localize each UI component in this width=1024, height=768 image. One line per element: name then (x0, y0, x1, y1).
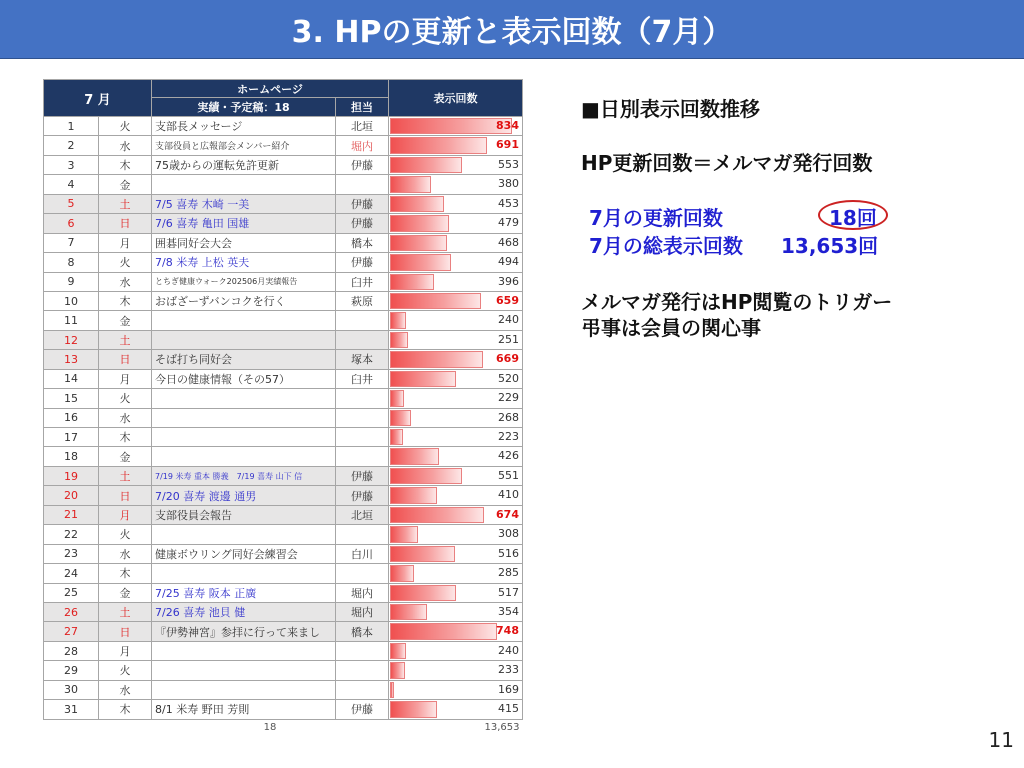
views-value: 415 (498, 702, 519, 716)
table-row (44, 253, 523, 272)
views-bar (390, 332, 408, 348)
views-header: 表示回数 (389, 80, 523, 117)
views-bar (390, 604, 427, 620)
views-cell (389, 583, 523, 602)
content-cell (152, 408, 336, 427)
note-trigger: メルマガ発行はHP閲覧のトリガー (581, 290, 893, 314)
weekday-cell: 土 (99, 602, 152, 621)
views-bar (390, 312, 406, 328)
person-cell: 伊藤 (336, 214, 389, 233)
weekday-cell: 水 (99, 544, 152, 563)
views-bar (390, 565, 414, 581)
content-cell: 支部役員会報告 (152, 505, 336, 524)
content-cell: とちぎ健康ウォーク202506月実績報告 (152, 272, 336, 291)
weekday-cell: 火 (99, 525, 152, 544)
weekday-cell: 水 (99, 136, 152, 155)
views-bar (390, 546, 455, 562)
day-cell: 19 (44, 466, 99, 485)
views-bar (390, 643, 406, 659)
content-cell (152, 330, 336, 349)
views-bar (390, 526, 418, 542)
table-row (44, 369, 523, 388)
views-bar (390, 254, 451, 270)
table-row (44, 583, 523, 602)
content-cell: 支部長メッセージ (152, 117, 336, 136)
views-value: 479 (498, 216, 519, 230)
views-bar (390, 351, 483, 367)
person-cell: 伊藤 (336, 486, 389, 505)
views-value: 516 (498, 546, 519, 560)
weekday-cell: 月 (99, 641, 152, 660)
views-value: 834 (496, 119, 519, 132)
views-cell (389, 700, 523, 719)
day-cell: 28 (44, 641, 99, 660)
views-cell (389, 564, 523, 583)
views-value: 308 (498, 527, 519, 541)
content-cell: 8/1 米寿 野田 芳則 (152, 700, 336, 719)
person-cell (336, 525, 389, 544)
views-bar (390, 487, 437, 503)
day-cell: 18 (44, 447, 99, 466)
update-count-label: 7月の更新回数 (589, 206, 723, 230)
views-bar (390, 215, 449, 231)
content-cell: 75歳からの運転免許更新 (152, 155, 336, 174)
table-row (44, 350, 523, 369)
person-cell: 塚本 (336, 350, 389, 369)
table-row (44, 641, 523, 660)
day-cell: 4 (44, 175, 99, 194)
day-cell: 21 (44, 505, 99, 524)
views-cell (389, 117, 523, 136)
weekday-cell: 土 (99, 194, 152, 213)
day-cell: 6 (44, 214, 99, 233)
weekday-cell: 木 (99, 291, 152, 310)
person-cell: 臼井 (336, 369, 389, 388)
views-value: 691 (496, 138, 519, 152)
person-cell: 臼井 (336, 272, 389, 291)
weekday-cell: 月 (99, 369, 152, 388)
views-cell (389, 428, 523, 447)
views-value: 520 (498, 371, 519, 385)
views-value: 553 (498, 157, 519, 171)
table-row (44, 525, 523, 544)
content-cell (152, 447, 336, 466)
views-value: 251 (498, 332, 519, 346)
content-cell (152, 564, 336, 583)
table-body (44, 117, 523, 720)
day-cell: 17 (44, 428, 99, 447)
views-cell (389, 466, 523, 485)
weekday-cell: 木 (99, 564, 152, 583)
content-cell: 7/5 喜寿 木崎 一美 (152, 194, 336, 213)
content-cell (152, 428, 336, 447)
hp-views-table (43, 79, 523, 735)
views-cell (389, 311, 523, 330)
content-cell (152, 525, 336, 544)
table-row (44, 330, 523, 349)
weekday-cell: 火 (99, 253, 152, 272)
weekday-cell: 金 (99, 583, 152, 602)
day-cell: 8 (44, 253, 99, 272)
weekday-cell: 日 (99, 622, 152, 641)
content-cell: 7/20 喜寿 渡邊 通男 (152, 486, 336, 505)
day-cell: 23 (44, 544, 99, 563)
person-cell: 橋本 (336, 622, 389, 641)
person-cell (336, 447, 389, 466)
views-bar (390, 410, 411, 426)
views-bar (390, 157, 462, 173)
views-cell (389, 214, 523, 233)
table-row (44, 505, 523, 524)
table-row (44, 622, 523, 641)
weekday-cell: 木 (99, 155, 152, 174)
day-cell: 29 (44, 661, 99, 680)
section-title: ■日別表示回数推移 (581, 97, 760, 121)
day-cell: 30 (44, 680, 99, 699)
person-cell (336, 680, 389, 699)
views-bar (390, 468, 462, 484)
person-cell (336, 564, 389, 583)
day-cell: 2 (44, 136, 99, 155)
views-bar (390, 623, 497, 639)
person-cell: 堀内 (336, 583, 389, 602)
table-row (44, 233, 523, 252)
person-cell: 白川 (336, 544, 389, 563)
views-bar (390, 235, 447, 251)
views-value: 674 (496, 507, 519, 521)
day-cell: 3 (44, 155, 99, 174)
table-row (44, 311, 523, 330)
views-value: 240 (498, 643, 519, 657)
views-value: 240 (498, 313, 519, 327)
content-cell: そば打ち同好会 (152, 350, 336, 369)
views-value: 669 (496, 352, 519, 366)
weekday-cell: 月 (99, 505, 152, 524)
day-cell: 20 (44, 486, 99, 505)
day-cell: 16 (44, 408, 99, 427)
person-cell: 北垣 (336, 505, 389, 524)
person-cell (336, 641, 389, 660)
content-cell: 囲碁同好会大会 (152, 233, 336, 252)
day-cell: 13 (44, 350, 99, 369)
table-row (44, 428, 523, 447)
table-row (44, 155, 523, 174)
views-cell (389, 291, 523, 310)
weekday-cell: 月 (99, 233, 152, 252)
day-cell: 22 (44, 525, 99, 544)
content-cell (152, 175, 336, 194)
views-bar (390, 274, 434, 290)
views-cell (389, 447, 523, 466)
views-value: 410 (498, 488, 519, 502)
content-cell: 7/8 米寿 上松 英夫 (152, 253, 336, 272)
views-cell (389, 175, 523, 194)
person-cell: 伊藤 (336, 194, 389, 213)
table-row (44, 680, 523, 699)
views-bar (390, 176, 431, 192)
views-bar (390, 137, 487, 153)
table-row (44, 194, 523, 213)
person-cell: 堀内 (336, 136, 389, 155)
views-value: 268 (498, 410, 519, 424)
weekday-cell: 日 (99, 214, 152, 233)
views-value: 285 (498, 566, 519, 580)
formula-text: HP更新回数＝メルマガ発行回数 (581, 151, 873, 175)
views-cell (389, 408, 523, 427)
views-bar (390, 196, 444, 212)
views-cell (389, 505, 523, 524)
views-bar (390, 390, 404, 406)
weekday-cell: 木 (99, 428, 152, 447)
homepage-header: ホームページ (152, 80, 389, 98)
views-bar (390, 371, 456, 387)
person-cell: 伊藤 (336, 466, 389, 485)
posts-header: 実績・予定稿：18 (152, 98, 336, 117)
content-cell: 今日の健康情報（その57） (152, 369, 336, 388)
weekday-cell: 水 (99, 680, 152, 699)
weekday-cell: 金 (99, 175, 152, 194)
views-cell (389, 272, 523, 291)
content-cell (152, 641, 336, 660)
views-cell (389, 622, 523, 641)
views-cell (389, 136, 523, 155)
views-cell (389, 350, 523, 369)
content-cell: 7/19 米寿 重本 勝義 7/19 喜寿 山下 信 (152, 466, 336, 485)
views-value: 517 (498, 585, 519, 599)
views-value: 551 (498, 468, 519, 482)
views-bar (390, 118, 512, 134)
views-bar (390, 701, 437, 717)
total-views-label: 7月の総表示回数 (589, 234, 743, 258)
views-bar (390, 507, 484, 523)
person-cell (336, 175, 389, 194)
weekday-cell: 火 (99, 661, 152, 680)
person-cell: 北垣 (336, 117, 389, 136)
person-cell: 伊藤 (336, 700, 389, 719)
day-cell: 31 (44, 700, 99, 719)
table-row (44, 544, 523, 563)
day-cell: 24 (44, 564, 99, 583)
views-value: 659 (496, 293, 519, 307)
day-cell: 26 (44, 602, 99, 621)
table-row (44, 466, 523, 485)
content-cell: 7/6 喜寿 亀田 国雄 (152, 214, 336, 233)
table-row (44, 389, 523, 408)
person-cell (336, 408, 389, 427)
month-header: 7 月 (44, 80, 152, 117)
views-value: 468 (498, 235, 519, 249)
views-value: 748 (496, 624, 519, 638)
weekday-cell: 火 (99, 389, 152, 408)
content-cell: 『伊勢神宮』参拝に行って来まし (152, 622, 336, 641)
views-bar (390, 448, 439, 464)
person-cell (336, 330, 389, 349)
content-cell (152, 311, 336, 330)
views-value: 396 (498, 274, 519, 288)
day-cell: 1 (44, 117, 99, 136)
views-value: 426 (498, 449, 519, 463)
views-value: 354 (498, 604, 519, 618)
views-bar (390, 585, 456, 601)
person-cell (336, 661, 389, 680)
content-cell: 支部役員と広報部会メンバー紹介 (152, 136, 336, 155)
views-bar (390, 682, 394, 698)
views-value: 169 (498, 682, 519, 696)
content-cell: 7/26 喜寿 池貝 健 (152, 602, 336, 621)
views-cell (389, 486, 523, 505)
table-row (44, 136, 523, 155)
person-cell: 伊藤 (336, 155, 389, 174)
table-row (44, 175, 523, 194)
weekday-cell: 水 (99, 408, 152, 427)
views-cell (389, 155, 523, 174)
table-row (44, 447, 523, 466)
day-cell: 7 (44, 233, 99, 252)
views-cell (389, 369, 523, 388)
table-row (44, 408, 523, 427)
table-row (44, 564, 523, 583)
update-count-value: 18回 (829, 206, 877, 230)
views-bar (390, 293, 481, 309)
weekday-cell: 土 (99, 466, 152, 485)
content-cell: 健康ボウリング同好会練習会 (152, 544, 336, 563)
views-cell (389, 641, 523, 660)
table-row (44, 661, 523, 680)
weekday-cell: 日 (99, 350, 152, 369)
views-cell (389, 680, 523, 699)
person-cell: 橋本 (336, 233, 389, 252)
views-bar (390, 662, 405, 678)
table-row (44, 117, 523, 136)
person-header: 担当 (336, 98, 389, 117)
person-cell: 堀内 (336, 602, 389, 621)
weekday-cell: 火 (99, 117, 152, 136)
person-cell (336, 311, 389, 330)
weekday-cell: 水 (99, 272, 152, 291)
views-value: 223 (498, 430, 519, 443)
person-cell: 伊藤 (336, 253, 389, 272)
table-row (44, 291, 523, 310)
highlight-circle (818, 200, 888, 230)
day-cell: 9 (44, 272, 99, 291)
views-bar (390, 429, 403, 445)
day-cell: 25 (44, 583, 99, 602)
views-cell (389, 661, 523, 680)
note-condolence: 弔事は会員の関心事 (581, 316, 761, 340)
day-cell: 12 (44, 330, 99, 349)
weekday-cell: 日 (99, 486, 152, 505)
weekday-cell: 木 (99, 700, 152, 719)
table-row (44, 602, 523, 621)
views-cell (389, 330, 523, 349)
total-views: 13,653 (484, 721, 520, 733)
weekday-cell: 金 (99, 447, 152, 466)
content-cell (152, 389, 336, 408)
content-cell: 7/25 喜寿 阪本 正廣 (152, 583, 336, 602)
table-row (44, 272, 523, 291)
day-cell: 10 (44, 291, 99, 310)
total-posts: 18 (263, 721, 277, 733)
content-cell (152, 680, 336, 699)
person-cell (336, 428, 389, 447)
day-cell: 14 (44, 369, 99, 388)
day-cell: 11 (44, 311, 99, 330)
views-value: 494 (498, 255, 519, 269)
total-views-value: 13,653回 (781, 234, 879, 258)
page-number: 11 (988, 728, 1014, 752)
day-cell: 15 (44, 389, 99, 408)
content-cell (152, 661, 336, 680)
weekday-cell: 金 (99, 311, 152, 330)
table-row (44, 486, 523, 505)
views-cell (389, 194, 523, 213)
views-cell (389, 544, 523, 563)
views-value: 229 (498, 391, 519, 405)
views-cell (389, 602, 523, 621)
weekday-cell: 土 (99, 330, 152, 349)
views-cell (389, 253, 523, 272)
views-cell (389, 389, 523, 408)
views-cell (389, 233, 523, 252)
day-cell: 5 (44, 194, 99, 213)
views-cell (389, 525, 523, 544)
person-cell: 萩原 (336, 291, 389, 310)
content-cell: おばざーずバンコクを行く (152, 291, 336, 310)
slide-title: 3. HPの更新と表示回数（7月） (0, 0, 1024, 59)
views-value: 380 (498, 177, 519, 191)
table-row (44, 700, 523, 719)
day-cell: 27 (44, 622, 99, 641)
views-value: 233 (498, 663, 519, 677)
table-row (44, 214, 523, 233)
person-cell (336, 389, 389, 408)
views-value: 453 (498, 196, 519, 210)
